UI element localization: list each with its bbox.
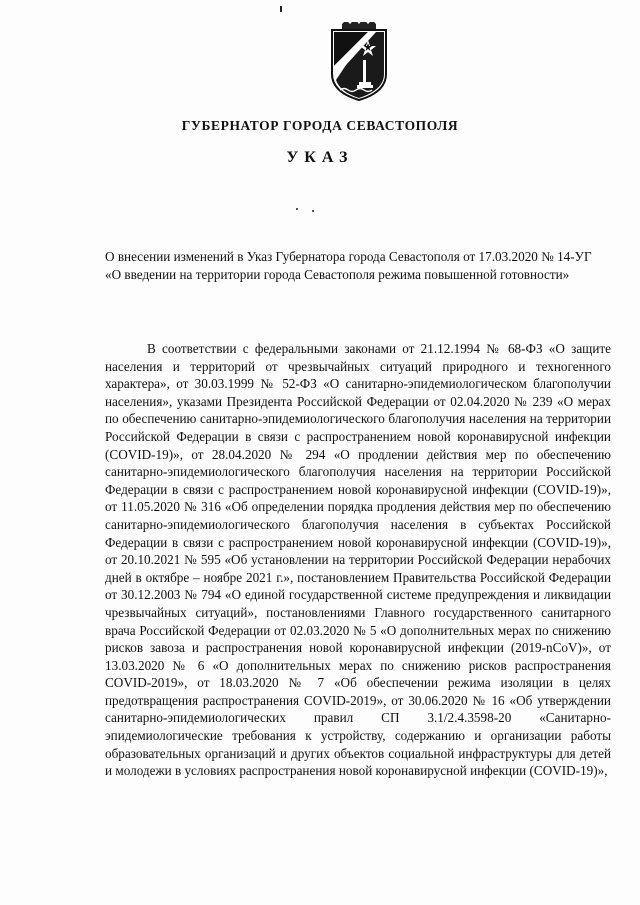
document-type-heading: УКАЗ xyxy=(286,149,354,166)
document-subject: О внесении изменений в Указ Губернатора города Севастополя от 17.03.2020 № 14-УГ «О введении на территории города Севастополя режима повышенной готовности» xyxy=(105,249,592,282)
scan-mark xyxy=(280,6,282,12)
sevastopol-coat-of-arms-icon xyxy=(328,22,390,102)
issuer-heading: ГУБЕРНАТОР ГОРОДА СЕВАСТОПОЛЯ xyxy=(181,118,459,133)
scan-dot xyxy=(296,208,298,210)
scan-dot xyxy=(312,210,314,212)
preamble-paragraph: В соответствии с федеральными законами от 21.12.1994 № 68-ФЗ «О защите населения и территорий от чрезвычайных ситуаций природного и техногенного характера», от 30.03.1999 № 52-ФЗ «О санитарно-эпидемиологическом благополучии населения», указами Президента Российской Федерации от 02.04.2020 № 239 «О мерах по обеспечению санитарно-эпидемиологического благополучия населения на территории Российской Федерации в связи с распространением новой коронавирусной инфекции (COVID-19)», от 28.04.2020 № 294 «О продлении действия мер по обеспечению санитарно-эпидемиологического благополучия населения на территории Российской Федерации в связи с распространением новой коронавирусной инфекции (COVID-19)», от 11.05.2020 № 316 «Об определении порядка продления действия мер по обеспечению санитарно-эпидемиологического благополучия населения в субъектах Российской Федерации в связи с распространением новой коронавирусной инфекции (COVID-19)», от 20.10.2021 № 595 «Об установлении на территории Российской Федерации нерабочих дней в октябре – ноябре 2021 г.», постановлением Правительства Российской Федерации от 30.12.2003 № 794 «О единой государственной системе предупреждения и ликвидации чрезвычайных ситуаций», постановлениями Главного государственного санитарного врача Российской Федерации от 02.03.2020 № 5 «О дополнительных мерах по снижению рисков завоза и распространения новой коронавирусной инфекции (2019-nCoV)», от 13.03.2020 № 6 «О дополнительных мерах по снижению рисков распространения COVID-2019», от 18.03.2020 № 7 «Об обеспечении режима изоляции в целях предотвращения распространения COVID-2019», от 30.06.2020 № 16 «Об утверждении санитарно-эпидемиологических правил СП 3.1/2.4.3598-20 «Санитарно-эпидемиологические требования к устройству, содержанию и организации работы образовательных организаций и других объектов социальной инфраструктуры для детей и молодежи в условиях распространения новой коронавирусной инфекции (COVID-19)», xyxy=(105,341,611,779)
